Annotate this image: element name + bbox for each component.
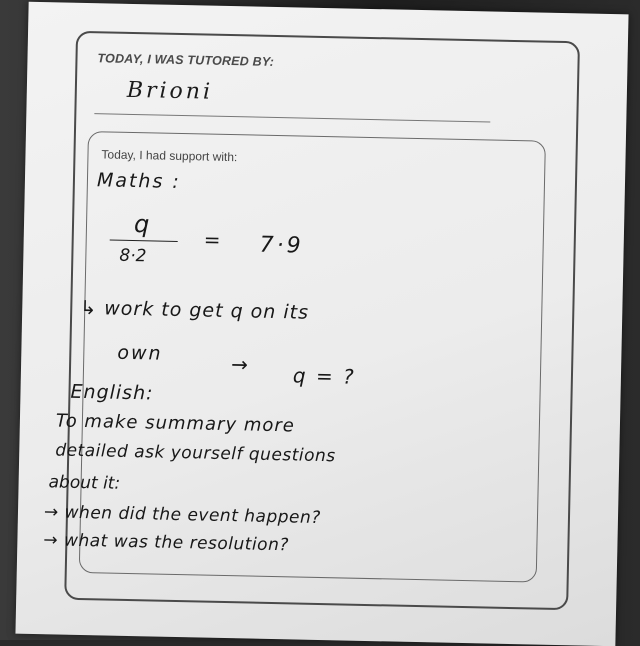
english-line-1: To make summary more: [55, 410, 296, 437]
maths-hint-answer: q = ?: [292, 363, 356, 389]
equation-numerator: q: [133, 210, 150, 239]
support-label: Today, I had support with:: [101, 147, 238, 165]
english-line-2: detailed ask yourself questions: [55, 440, 336, 467]
maths-hint-own: own: [117, 341, 163, 365]
tutor-name-handwritten: Brioni: [126, 77, 214, 105]
equation-result: 7·9: [259, 232, 304, 259]
tutored-by-label: TODAY, I WAS TUTORED BY:: [97, 51, 275, 69]
maths-hint-arrow: →: [230, 352, 249, 377]
tutoring-sheet: [15, 2, 628, 646]
maths-hint-line-1: ↳ work to get q on its: [80, 296, 310, 324]
english-line-5: → what was the resolution?: [43, 530, 290, 556]
english-heading: English:: [70, 380, 154, 405]
equation-denominator: 8·2: [119, 245, 147, 267]
maths-heading: Maths :: [96, 169, 182, 194]
equation-equals: =: [203, 227, 221, 252]
english-line-4: → when did the event happen?: [43, 502, 321, 529]
english-line-3: about it:: [48, 472, 121, 494]
